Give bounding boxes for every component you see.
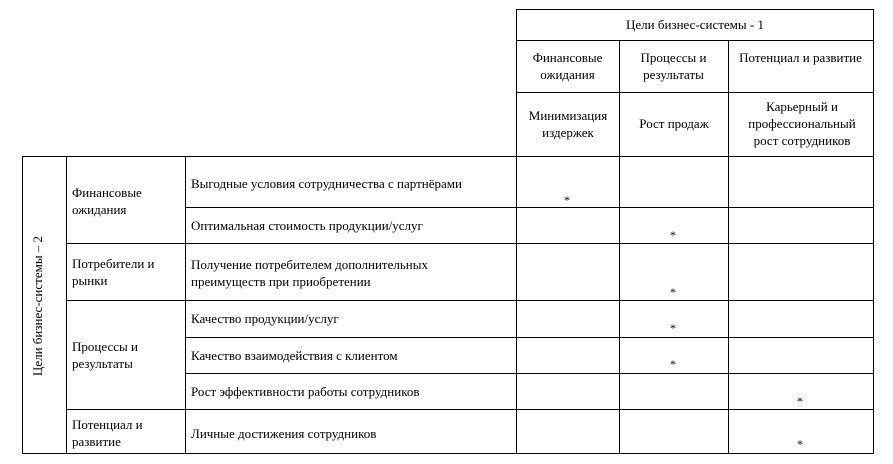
- grid-line: [619, 40, 620, 454]
- grid-line: [22, 156, 874, 157]
- relation-mark: *: [670, 321, 676, 335]
- row-goal-label: Оптимальная стоимость продукции/услуг: [191, 218, 423, 233]
- column-goal-label: Карьерный и профессиональный рост сотрудников: [748, 99, 856, 148]
- column-goal-label: Минимизация издержек: [528, 108, 608, 140]
- group-label: Потенциал и развитие: [72, 417, 143, 449]
- grid-line: [185, 337, 874, 338]
- grid-line: [728, 40, 729, 454]
- side-header-title: Цели бизнес-системы – 2: [30, 235, 45, 377]
- grid-line: [516, 9, 517, 454]
- grid-line: [66, 300, 874, 301]
- column-group-label: Процессы и результаты: [640, 50, 707, 82]
- grid-line: [22, 453, 874, 454]
- relation-mark: *: [797, 394, 803, 408]
- column-group-label: Финансовые ожидания: [532, 50, 603, 82]
- grid-line: [185, 373, 874, 374]
- row-goal-label: Качество продукции/услуг: [191, 311, 339, 326]
- row-goal-label: Личные достижения сотрудников: [191, 426, 377, 441]
- column-goal-label: Рост продаж: [639, 116, 709, 131]
- grid-line: [185, 207, 874, 208]
- row-goal-label: Выгодные условия сотрудничества с партнёрами: [191, 176, 462, 191]
- relation-mark: *: [670, 228, 676, 242]
- relation-mark: *: [670, 285, 676, 299]
- grid-line: [873, 9, 874, 454]
- relation-mark: *: [564, 193, 570, 207]
- group-label: Финансовые ожидания: [72, 185, 142, 217]
- grid-line: [516, 92, 874, 93]
- grid-line: [516, 40, 874, 41]
- row-goal-label: Получение потребителем дополнительных преимуществ при приобретении: [191, 257, 428, 289]
- grid-line: [66, 409, 874, 410]
- relation-mark: *: [670, 357, 676, 371]
- grid-line: [66, 156, 67, 454]
- grid-line: [22, 156, 23, 454]
- grid-line: [185, 156, 186, 454]
- top-header-title: Цели бизнес-системы - 1: [626, 17, 764, 32]
- group-label: Процессы и результаты: [72, 339, 138, 371]
- relation-mark: *: [797, 437, 803, 451]
- row-goal-label: Качество взаимодействия с клиентом: [191, 348, 398, 363]
- group-label: Потребители и рынки: [72, 256, 155, 288]
- grid-line: [516, 9, 874, 10]
- row-goal-label: Рост эффективности работы сотрудников: [191, 384, 420, 399]
- column-group-label: Потенциал и развитие: [739, 50, 862, 65]
- grid-line: [66, 243, 874, 244]
